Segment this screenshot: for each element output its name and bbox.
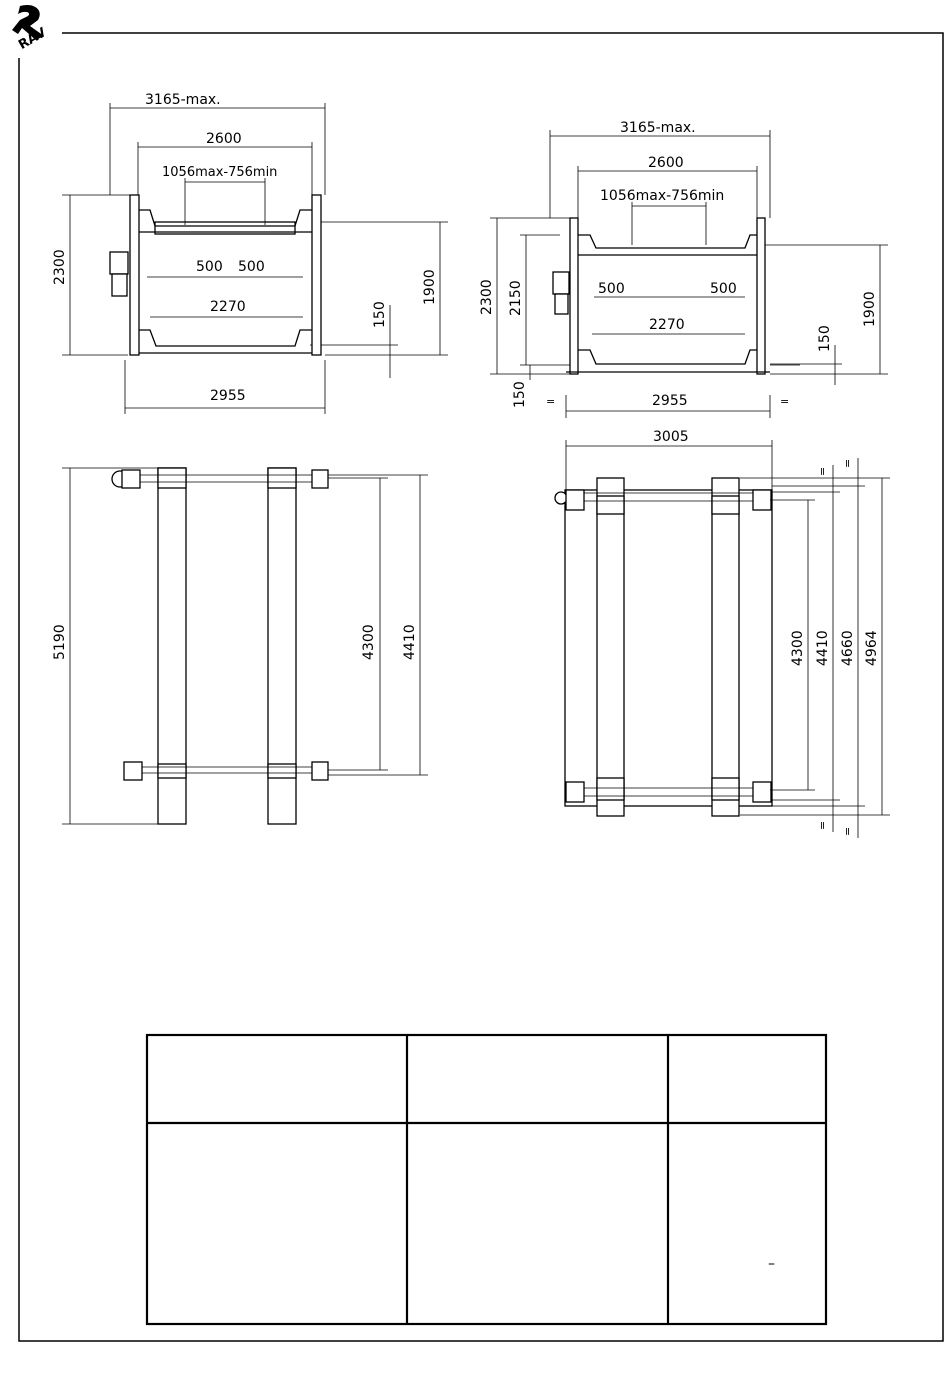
rav-logo bbox=[12, 5, 49, 53]
dim-inner-length: 4300 bbox=[361, 624, 377, 660]
dim-min-height: 150 bbox=[372, 301, 388, 328]
equal-mark-left: = bbox=[546, 395, 556, 408]
dim-outer-width-r: 3005 bbox=[653, 429, 689, 445]
dim-length-d: 4964 bbox=[864, 630, 880, 666]
equal-mark-top-1: = bbox=[816, 466, 829, 476]
dim-arm-offset-left: 500 bbox=[196, 259, 223, 275]
dim-arm-offset-right-r: 500 bbox=[710, 281, 737, 297]
dim-column-height-r: 2150 bbox=[508, 280, 524, 316]
dim-min-height-r: 150 bbox=[817, 325, 833, 352]
title-block bbox=[147, 1035, 826, 1324]
dim-lift-height-r: 1900 bbox=[862, 291, 878, 327]
equal-mark-right: = bbox=[780, 395, 790, 408]
dim-total-length: 5190 bbox=[52, 624, 68, 660]
dim-base-width-r: 2955 bbox=[652, 393, 688, 409]
dim-overall-width: 3165-max. bbox=[145, 92, 221, 108]
dim-lift-height: 1900 bbox=[422, 269, 438, 305]
dim-length-b: 4410 bbox=[815, 630, 831, 666]
plan-view-right bbox=[555, 458, 890, 838]
dim-arm-offset-right: 500 bbox=[238, 259, 265, 275]
equal-mark-bottom-1: = bbox=[816, 820, 829, 830]
dim-inner-width: 2270 bbox=[210, 299, 246, 315]
dim-overall-width-r: 3165-max. bbox=[620, 120, 696, 136]
dim-arm-range-r: 1056max-756min bbox=[600, 188, 725, 204]
plan-view-left bbox=[52, 468, 428, 824]
dim-arm-range: 1056max-756min bbox=[162, 165, 278, 180]
dim-base-width: 2955 bbox=[210, 388, 246, 404]
dim-floor-offset-r: 150 bbox=[512, 381, 528, 408]
dim-length-c: 4660 bbox=[840, 630, 856, 666]
dim-column-spacing: 2600 bbox=[206, 131, 242, 147]
equal-mark-bottom-2: = bbox=[841, 826, 854, 836]
title-block-dash: – bbox=[768, 1256, 775, 1272]
dim-inner-width-r: 2270 bbox=[649, 317, 685, 333]
equal-mark-top-2: = bbox=[841, 458, 854, 468]
front-view-left bbox=[52, 92, 448, 414]
logo-text: RAV bbox=[16, 25, 49, 53]
dim-outer-length: 4410 bbox=[402, 624, 418, 660]
front-view-right bbox=[479, 120, 888, 490]
dim-total-height-r: 2300 bbox=[479, 279, 495, 315]
dim-length-a: 4300 bbox=[790, 630, 806, 666]
dim-total-height: 2300 bbox=[52, 249, 68, 285]
dim-arm-offset-left-r: 500 bbox=[598, 281, 625, 297]
dim-column-spacing-r: 2600 bbox=[648, 155, 684, 171]
